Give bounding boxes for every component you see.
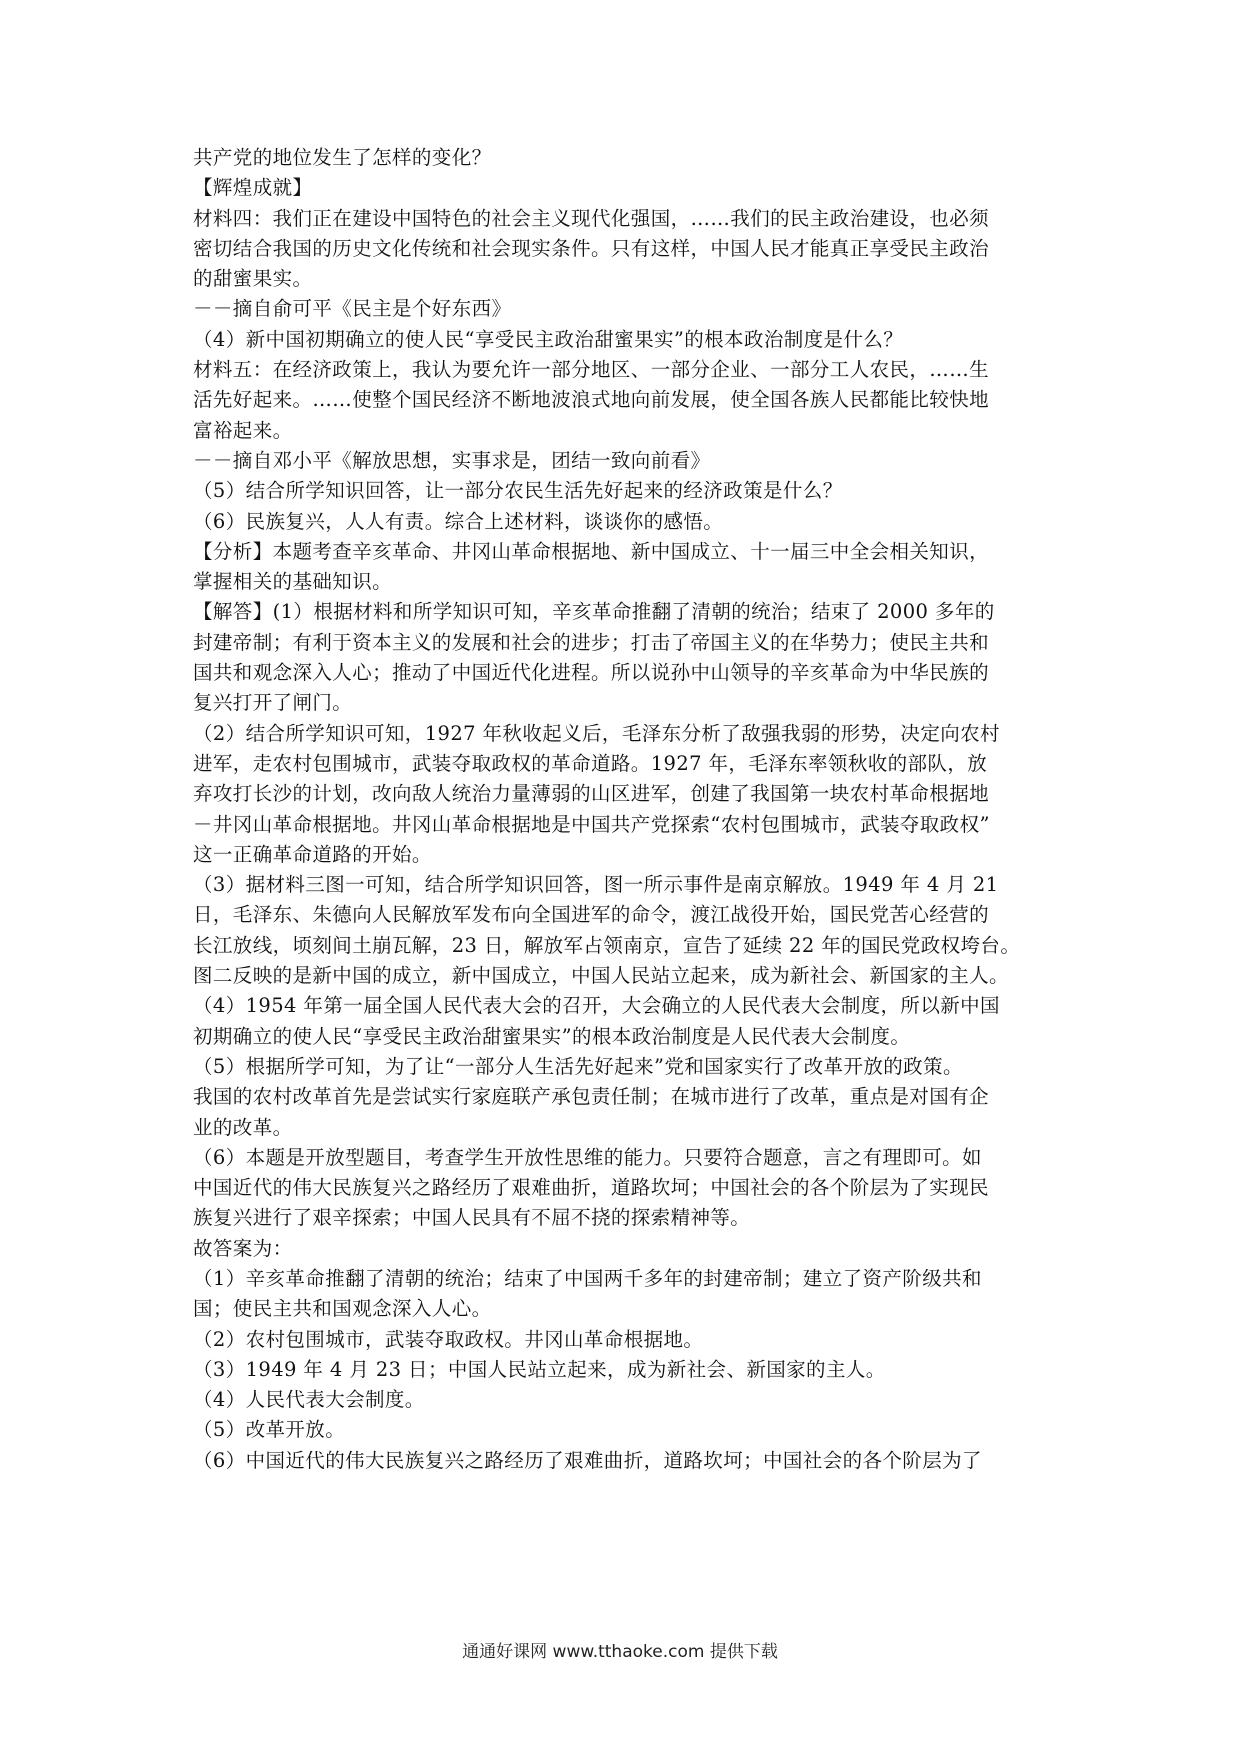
text-line: 弃攻打长沙的计划，改向敌人统治力量薄弱的山区进军，创建了我国第一块农村革命根据地	[193, 782, 990, 806]
text-line: 日，毛泽东、朱德向人民解放军发布向全国进军的命令，渡江战役开始，国民党苦心经营的	[193, 903, 990, 927]
text-line: （6）民族复兴，人人有责。综合上述材料，谈谈你的感悟。	[193, 509, 724, 533]
text-line: 密切结合我国的历史文化传统和社会现实条件。只有这样，中国人民才能真正享受民主政治	[193, 236, 990, 260]
text-line: （1）辛亥革命推翻了清朝的统治；结束了中国两千多年的封建帝制；建立了资产阶级共和	[193, 1266, 982, 1290]
text-line: 故答案为：	[193, 1236, 293, 1260]
text-line: －井冈山革命根据地。井冈山革命根据地是中国共产党探索“农村包围城市，武装夺取政权”	[193, 812, 990, 836]
document-body	[193, 143, 1055, 1476]
text-line: 掌握相关的基础知识。	[193, 570, 393, 594]
text-line: （6）中国近代的伟大民族复兴之路经历了艰难曲折，道路坎坷；中国社会的各个阶层为了	[193, 1448, 982, 1472]
text-line: （4）新中国初期确立的使人民“享受民主政治甜蜜果实”的根本政治制度是什么？	[193, 327, 904, 351]
text-line: 中国近代的伟大民族复兴之路经历了艰难曲折，道路坎坷；中国社会的各个阶层为了实现民	[193, 1176, 990, 1200]
text-line: 这一正确革命道路的开始。	[193, 842, 432, 866]
text-line: （5）根据所学可知，为了让“一部分人生活先好起来”党和国家实行了改革开放的政策。	[193, 1054, 963, 1078]
text-line: 【分析】本题考查辛亥革命、井冈山革命根据地、新中国成立、十一届三中全会相关知识，	[193, 539, 990, 563]
text-line: （5）结合所学知识回答，让一部分农民生活先好起来的经济政策是什么？	[193, 479, 843, 503]
text-line: 长江放线，顷刻间土崩瓦解，23 日，解放军占领南京，宣告了延续 22 年的国民党政权垮台。	[193, 933, 1021, 957]
text-line: 复兴打开了闸门。	[193, 691, 353, 715]
text-line: 材料五：在经济政策上，我认为要允许一部分地区、一部分企业、一部分工人农民，……生	[193, 358, 990, 382]
page-footer: 通通好课网 www.tthaoke.com 提供下载	[462, 1642, 778, 1662]
text-line: （4）1954 年第一届全国人民代表大会的召开，大会确立的人民代表大会制度，所以新中国	[193, 994, 1000, 1018]
text-line: （4）人民代表大会制度。	[193, 1388, 425, 1412]
text-line: 【解答】(1）根据材料和所学知识可知，辛亥革命推翻了清朝的统治；结束了 2000 多年的	[193, 600, 995, 624]
text-line: 活先好起来。……使整个国民经济不断地波浪式地向前发展，使全国各族人民都能比较快地	[193, 388, 990, 412]
text-line: 族复兴进行了艰辛探索；中国人民具有不屈不挠的探索精神等。	[193, 1206, 751, 1230]
text-line: 图二反映的是新中国的成立，新中国成立，中国人民站立起来，成为新社会、新国家的主人。	[193, 964, 1009, 988]
text-line: 的甜蜜果实。	[193, 267, 313, 291]
text-line: －－摘自俞可平《民主是个好东西》	[193, 297, 512, 321]
text-line: 封建帝制；有利于资本主义的发展和社会的进步；打击了帝国主义的在华势力；使民主共和	[193, 630, 990, 654]
text-line: 国共和观念深入人心；推动了中国近代化进程。所以说孙中山领导的辛亥革命为中华民族的	[193, 661, 990, 685]
text-line: 初期确立的使人民“享受民主政治甜蜜果实”的根本政治制度是人民代表大会制度。	[193, 1024, 911, 1048]
text-line: 材料四：我们正在建设中国特色的社会主义现代化强国，……我们的民主政治建设，也必须	[193, 206, 990, 230]
text-line: （6）本题是开放型题目，考查学生开放性思维的能力。只要符合题意，言之有理即可。如	[193, 1145, 982, 1169]
text-line: 国；使民主共和国观念深入人心。	[193, 1297, 492, 1321]
text-line: （5）改革开放。	[193, 1418, 346, 1442]
text-line: 进军，走农村包围城市，武装夺取政权的革命道路。1927 年，毛泽东率领秋收的部队，放	[193, 751, 988, 775]
text-line: 共产党的地位发生了怎样的变化？	[193, 146, 492, 169]
text-line: （2）结合所学知识可知，1927 年秋收起义后，毛泽东分析了敌强我弱的形势，决定向农村	[193, 721, 1000, 745]
text-line: （3）据材料三图一可知，结合所学知识回答，图一所示事件是南京解放。1949 年 4 月 21	[193, 873, 999, 897]
text-line: 富裕起来。	[193, 418, 293, 442]
text-line: （2）农村包围城市，武装夺取政权。井冈山革命根据地。	[193, 1327, 704, 1351]
text-line: （3）1949 年 4 月 23 日；中国人民站立起来，成为新社会、新国家的主人。	[193, 1357, 886, 1381]
text-line: 业的改革。	[193, 1115, 293, 1139]
text-line: 我国的农村改革首先是尝试实行家庭联产承包责任制；在城市进行了改革，重点是对国有企	[193, 1085, 990, 1109]
text-line: －－摘自邓小平《解放思想，实事求是，团结一致向前看》	[193, 448, 711, 472]
text-line: 【辉煌成就】	[193, 176, 313, 200]
